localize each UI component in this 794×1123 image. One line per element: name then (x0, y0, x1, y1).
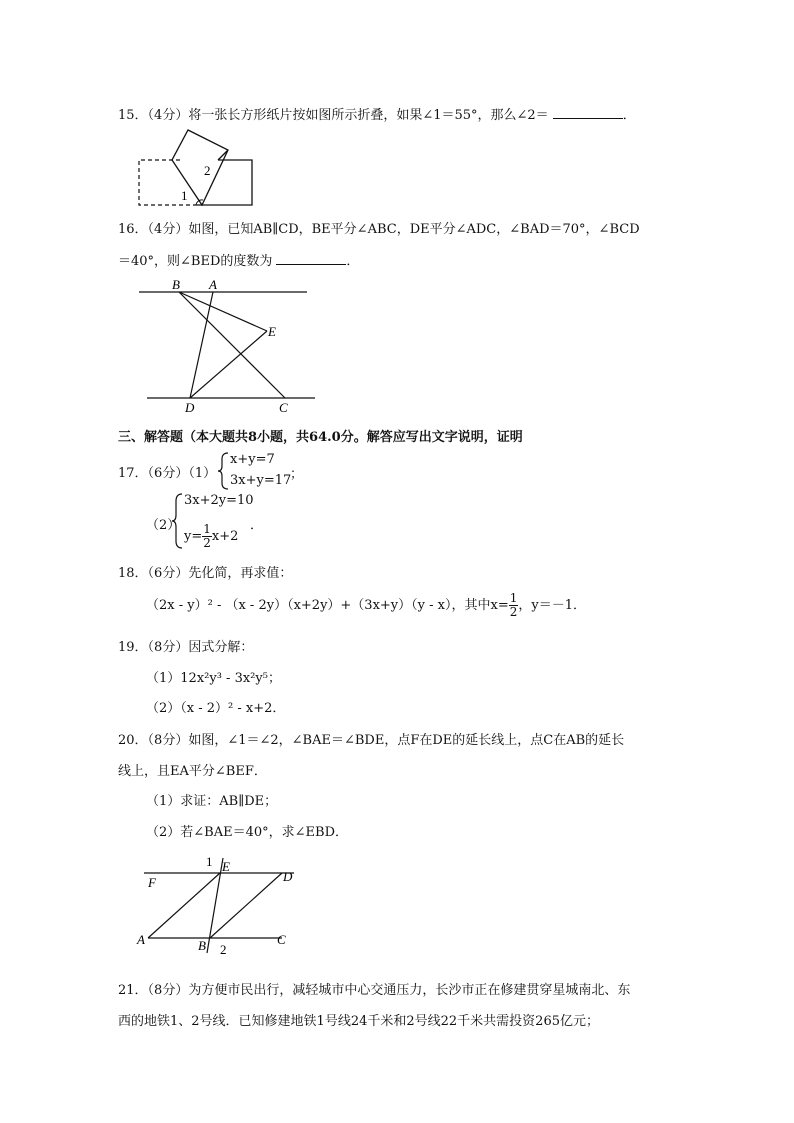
q16-figure (135, 276, 320, 416)
q17-eq1: x+y=7 (230, 452, 275, 467)
q17-eq4 (184, 523, 238, 550)
q15-end: ． (622, 108, 636, 123)
q18-x-fraction (509, 592, 519, 619)
q18-x-den: 2 (509, 605, 518, 619)
q20-label-e: E (222, 859, 230, 874)
q19-part-1: （1）12x²y³ - 3x²y⁵； (146, 671, 281, 686)
q17-eq2: 3x+y=17 (230, 473, 292, 488)
q17-eq4-fraction (202, 523, 212, 550)
q20-part-1: （1）求证：AB∥DE； (146, 794, 278, 809)
q17-eq4-pre: y= (184, 529, 203, 544)
q20-line1: 20．（8分）如图，∠1＝∠2，∠BAE＝∠BDE，点F在DE的延长线上，点C在AB的延长 (118, 733, 625, 748)
q18-expression (146, 592, 586, 619)
q18-lead: 18．（6分）先化简，再求值： (118, 566, 293, 581)
q18-expr-text: （2x - y）² - （x - 2y）（x+2y）+（3x+y）（y - x），其中 (146, 598, 491, 613)
q15-label-1: 1 (181, 188, 188, 203)
q16-line2-text: ＝40°，则∠BED的度数为 (118, 254, 273, 269)
q19-lead: 19．（8分）因式分解： (118, 640, 254, 655)
q16-label-c: C (279, 400, 288, 415)
q17-lead2: （2） (146, 518, 181, 533)
q17-eq3: 3x+2y=10 (184, 493, 254, 508)
q16-answer-blank (276, 252, 346, 265)
q21-line1: 21．（8分）为方便市民出行，减轻城市中心交通压力，长沙市正在修建贯穿星城南北、东 (118, 983, 631, 998)
q15-figure (130, 128, 265, 208)
section-3-header: 三、解答题（本大题共8小题，共64.0分。解答应写出文字说明，证明 (118, 430, 523, 445)
q20-label-f: F (148, 875, 156, 890)
q16-label-e: E (268, 324, 276, 339)
q16-line1: 16．（4分）如图，已知AB∥CD，BE平分∠ABC，DE平分∠ADC，∠BAD＝70°，∠BCD (118, 222, 640, 237)
q16-label-a: A (209, 277, 217, 292)
q20-label-1: 1 (206, 854, 213, 869)
q17-sep: ； (290, 467, 304, 482)
q17-brace-1 (216, 451, 230, 491)
q21-line2: 西的地铁1、2号线．已知修建地铁1号线24千米和2号线22千米共需投资265亿元； (118, 1014, 599, 1029)
q20-line2: 线上，且EA平分∠BEF． (118, 764, 267, 779)
q17-brace-2 (170, 492, 184, 550)
q17-end: ． (250, 518, 264, 533)
q18-x-num: 1 (509, 591, 518, 605)
q15-stem: 15．（4分）将一张长方形纸片按如图所示折叠，如果∠1＝55°，那么∠2＝ (118, 108, 549, 123)
q16-label-b: B (172, 277, 180, 292)
q17-eq4-den: 2 (203, 536, 211, 550)
q17-lead: 17．（6分）（1） (118, 466, 217, 481)
q15-answer-blank (553, 106, 623, 119)
q20-label-d: D (283, 869, 293, 884)
q16-label-d: D (185, 400, 195, 415)
q15-text (118, 104, 636, 123)
q20-part-2: （2）若∠BAE＝40°，求∠EBD． (146, 825, 348, 840)
q18-x-pre: x= (490, 598, 509, 613)
q17-eq4-post: x+2 (211, 529, 239, 544)
q19-part-2: （2）（x - 2）² - x+2． (146, 701, 286, 716)
q20-label-c: C (277, 932, 286, 947)
q20-label-2: 2 (220, 942, 227, 957)
q16-end: ． (346, 254, 360, 269)
q15-label-2: 2 (204, 163, 211, 178)
q17-eq4-num: 1 (203, 522, 211, 536)
q20-label-b: B (198, 938, 206, 953)
q20-label-a: A (137, 932, 145, 947)
q20-figure (134, 850, 304, 960)
q16-line2 (118, 250, 359, 269)
q18-y-part: ，y＝－1． (518, 598, 586, 613)
